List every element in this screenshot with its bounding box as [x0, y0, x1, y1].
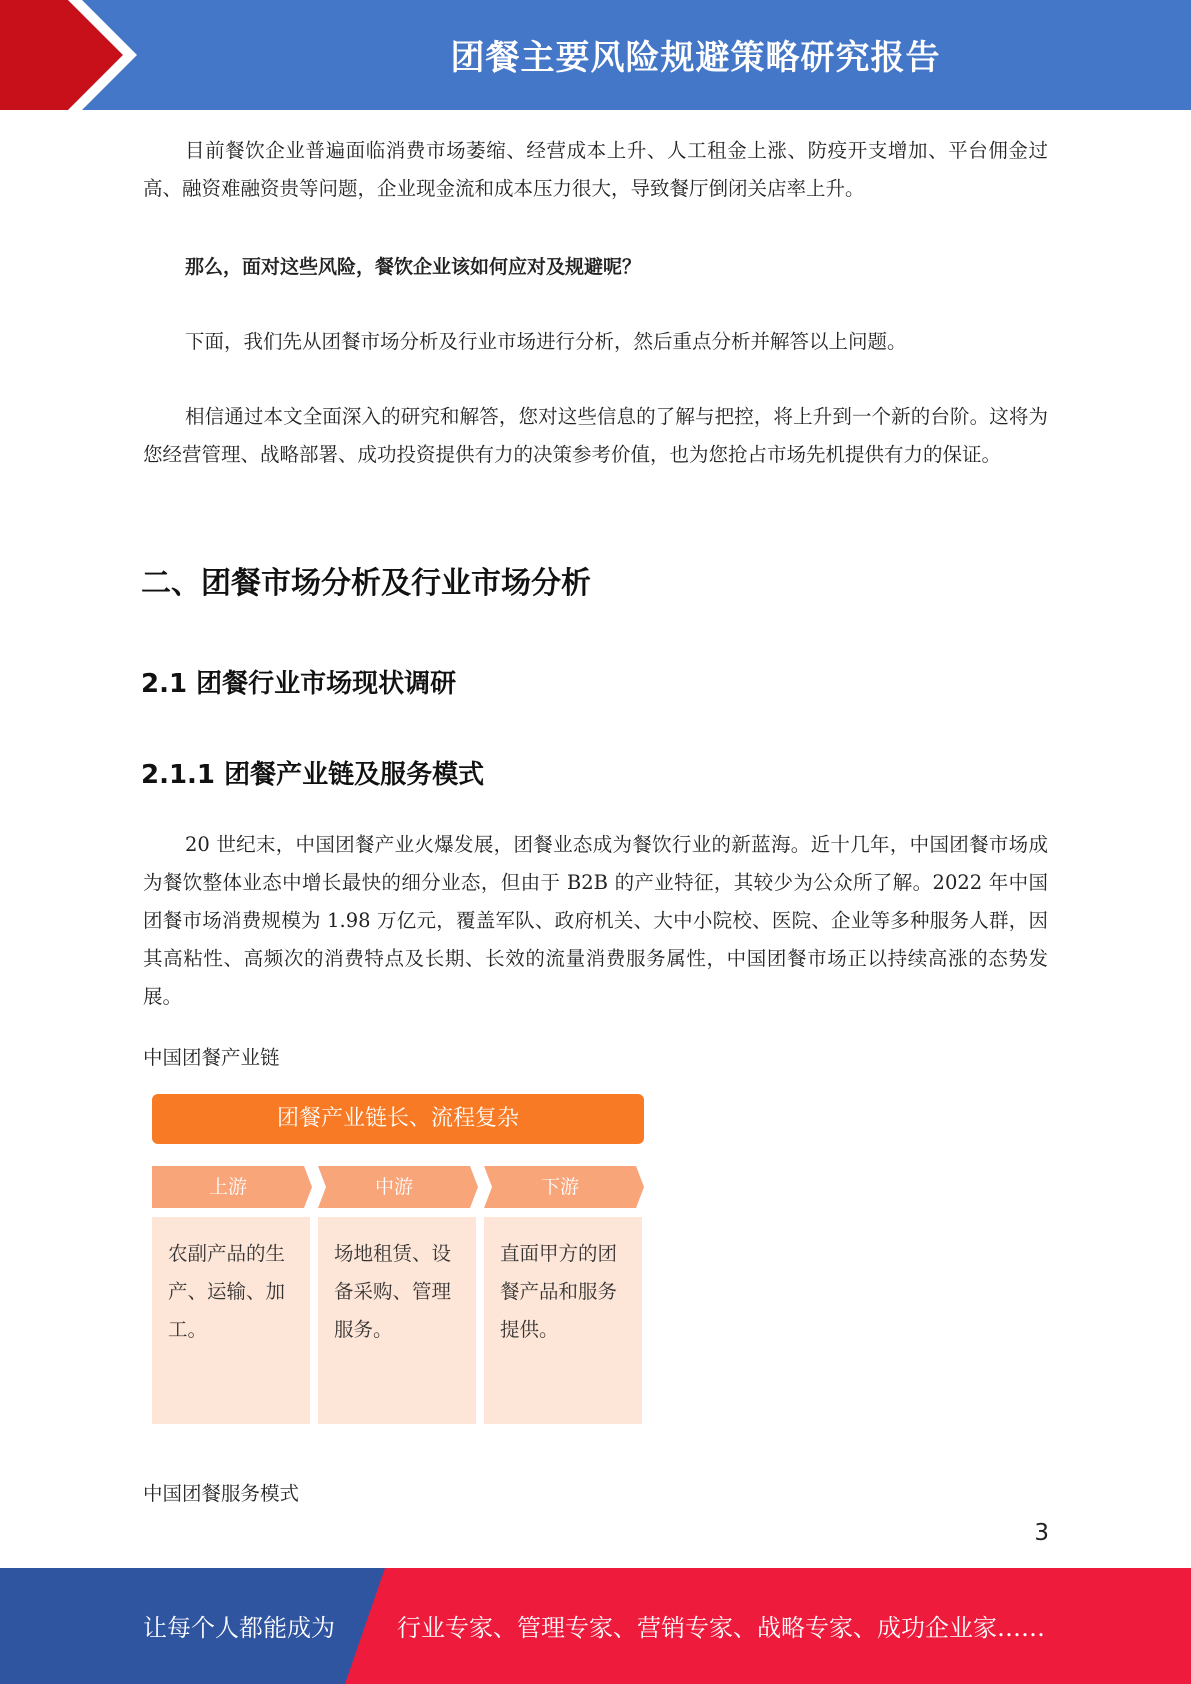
intro-paragraph-3: 相信通过本文全面深入的研究和解答，您对这些信息的了解与把控，将上升到一个新的台阶。这将为您经营管理、战略部署、成功投资提供有力的决策参考价值，也为您抢占市场先机提供有力的保证。 — [143, 405, 1048, 466]
figure-caption-service-mode: 中国团餐服务模式 — [143, 1482, 300, 1505]
figure-caption-industry-chain: 中国团餐产业链 — [143, 1046, 280, 1069]
stage-downstream — [484, 1166, 644, 1208]
stage-label: 下游 — [540, 1176, 579, 1198]
page-header — [0, 0, 1191, 110]
stage-label: 上游 — [208, 1176, 247, 1198]
subsubsection-heading: 2.1.1 团餐产业链及服务模式 — [141, 760, 485, 790]
intro-paragraph-1: 目前餐饮企业普遍面临消费市场萎缩、经营成本上升、人工租金上涨、防疫开支增加、平台佣金过高、融资难融资贵等问题，企业现金流和成本压力很大，导致餐厅倒闭关店率上升。 — [143, 139, 1048, 200]
stage-description-box — [152, 1217, 310, 1424]
stage-description-box — [318, 1217, 476, 1424]
report-title: 团餐主要风险规避策略研究报告 — [450, 38, 941, 78]
intro-question: 那么，面对这些风险，餐饮企业该如何应对及规避呢？ — [185, 256, 642, 278]
intro-paragraph-2: 下面，我们先从团餐市场分析及行业市场进行分析，然后重点分析并解答以上问题。 — [185, 330, 907, 353]
subsection-heading: 2.1 团餐行业市场现状调研 — [141, 669, 457, 699]
stage-upstream — [152, 1166, 312, 1208]
stage-label: 中游 — [374, 1176, 413, 1198]
page-footer — [0, 1568, 1191, 1684]
industry-chain-diagram — [152, 1094, 644, 1424]
stage-description: 直面甲方的团餐产品和服务提供。 — [500, 1242, 618, 1341]
footer-slogan-right: 行业专家、管理专家、营销专家、战略专家、成功企业家…… — [397, 1614, 1045, 1642]
stage-description: 场地租赁、设备采购、管理服务。 — [334, 1242, 452, 1341]
footer-slogan-left: 让每个人都能成为 — [143, 1614, 335, 1642]
stage-description-box — [484, 1217, 642, 1424]
page-number: 3 — [1034, 1520, 1049, 1546]
stage-description: 农副产品的生产、运输、加工。 — [168, 1242, 286, 1341]
section-heading: 二、团餐市场分析及行业市场分析 — [141, 566, 591, 601]
diagram-title: 团餐产业链长、流程复杂 — [152, 1094, 644, 1144]
section-body-paragraph: 20 世纪末，中国团餐产业火爆发展，团餐业态成为餐饮行业的新蓝海。近十几年，中国团餐市场成为餐饮整体业态中增长最快的细分业态，但由于 B2B 的产业特征，其较少为公众所了解。2022 年中国团餐市场消费规模为 1.98 万亿元，覆盖军队、政府机关、大中小院校、医院、企业等多种服务人群，因其高粘性、高频次的消费特点及长期、长效的流量消费服务属性，中国团餐市场正以持续高涨的态势发展。 — [143, 833, 1048, 1008]
stage-midstream — [318, 1166, 478, 1208]
header-chevron-decoration — [0, 0, 160, 110]
